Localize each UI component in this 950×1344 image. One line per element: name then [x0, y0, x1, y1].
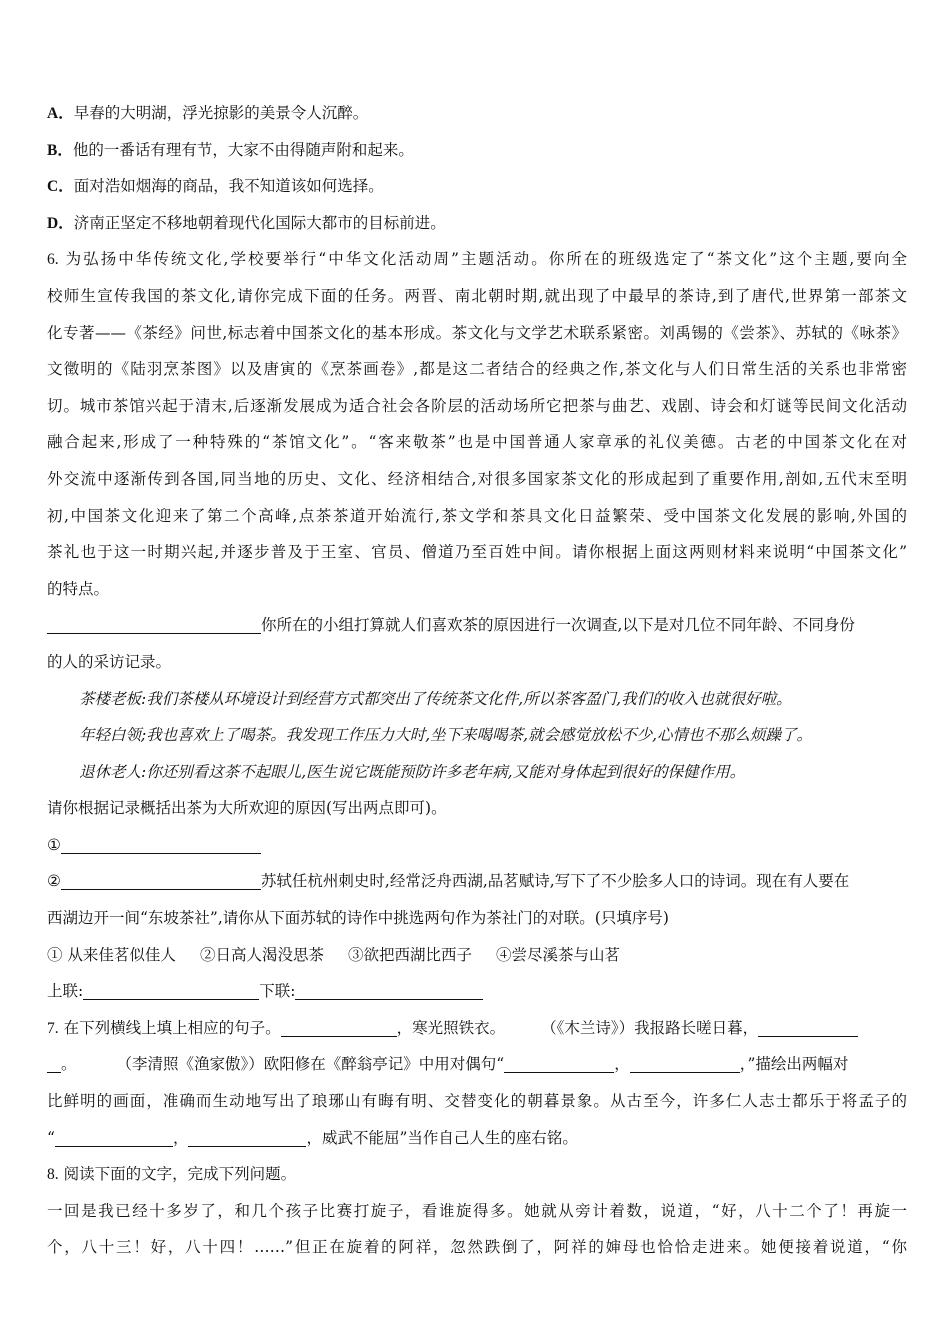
- answer-blank[interactable]: [47, 1054, 61, 1073]
- q6-number: 6.: [47, 251, 59, 269]
- q6-paragraph-line: 文徵明的《陆羽烹茶图》以及唐寅的《烹茶画卷》,都是这二者结合的经典之作,茶文化与人们日常生活的关系也非常密: [47, 360, 907, 379]
- answer-blank[interactable]: [281, 1018, 397, 1037]
- q7-line: 比鲜明的画面，准确而生动地写出了琅琊山有晦有明、交替变化的朝暮景象。从古至今，许多仁人志士都乐于将孟子的: [47, 1092, 907, 1111]
- answer-blank[interactable]: [188, 1128, 306, 1147]
- answer-line-1: ①: [47, 827, 907, 864]
- q6-paragraph-end: 的特点。: [47, 579, 110, 598]
- couplet-answer-line: 上联: 下联:: [47, 973, 907, 1010]
- exam-page: [47, 95, 907, 1266]
- poem-choices: ① 从来佳茗似佳人 ②日高人渴没思茶 ③欲把西湖比西子 ④尝尽溪茶与山茗: [47, 945, 620, 964]
- q7-line: 7. 在下列横线上填上相应的句子。 ，寒光照铁衣。 （《木兰诗》）我报路长嗟日暮，: [47, 1010, 907, 1047]
- answer-blank[interactable]: [47, 615, 261, 634]
- q6-paragraph-line: 茶礼也于这一时期兴起,并逐步普及于王室、官员、僧道乃至百姓中间。请你根据上面这两则材料来说明“中国茶文化”: [47, 543, 907, 562]
- q6-paragraph-line: 初,中国茶文化迎来了第二个高峰,点茶茶道开始流行,茶文学和茶具文化日益繁荣、受中国茶文化发展的影响,外国的: [47, 506, 907, 525]
- q6-survey-intro: 你所在的小组打算就人们喜欢茶的原因进行一次调查,以下是对几位不同年龄、不同身份: [47, 607, 907, 644]
- q6-prompt: 请你根据记录概括出茶为大所欢迎的原因(写出两点即可)。: [47, 799, 447, 818]
- q8-passage-line: 个，八十三！好，八十四！……”但正在旋着的阿祥，忽然跌倒了，阿祥的婶母也恰恰走进来。她便接着说道，“你: [47, 1238, 907, 1257]
- answer-line-2: ② 苏轼任杭州刺史时,经常泛舟西湖,品茗赋诗,写下了不少脍多人口的诗词。现在有人要在: [47, 872, 850, 891]
- answer-blank[interactable]: [61, 835, 261, 854]
- option-b: B．他的一番话有理有节，大家不由得随声附和起来。: [47, 140, 414, 159]
- interview-record: 茶楼老板:我们茶楼从环境设计到经营方式都突出了传统茶文化件,所以茶客盈门,我们的收入也就很好啦。: [79, 689, 792, 708]
- q6-paragraph-line: 化专著——《茶经》问世,标志着中国茶文化的基本形成。茶文化与文学艺术联系紧密。刘禹锡的《尝茶》、苏轼的《咏茶》: [47, 323, 907, 342]
- answer-blank[interactable]: [55, 1128, 173, 1147]
- q6-couplet-instruction: 西湖边开一间“东坡茶社”,请你从下面苏轼的诗作中挑选两句作为茶社门的对联。(只填序号): [47, 909, 669, 928]
- answer-blank[interactable]: [630, 1054, 740, 1073]
- answer-blank[interactable]: [758, 1018, 858, 1037]
- option-d: D．济南正坚定不移地朝着现代化国际大都市的目标前进。: [47, 213, 446, 232]
- q6-paragraph-line: 校师生宣传我国的茶文化,请你完成下面的任务。两晋、南北朝时期,就出现了中最早的茶诗,到了唐代,世界第一部茶文: [47, 286, 907, 305]
- q6-paragraph-line: 切。城市茶馆兴起于清末,后逐渐发展成为适合社会各阶层的活动场所它把茶与曲艺、戏剧、诗会和灯谜等民间文化活动: [47, 396, 907, 415]
- q7-line: “ ， ，威武不能屈”当作自己人生的座右铭。: [47, 1128, 578, 1147]
- upper-couplet-blank[interactable]: [83, 981, 259, 1000]
- q6-paragraph-line: 6. 为弘扬中华传统文化,学校要举行“中华文化活动周”主题活动。你所在的班级选定了“茶文化”这个主题,要向全: [47, 250, 907, 269]
- q7-line: 。 （李清照《渔家傲》）欧阳修在《醉翁亭记》中用对偶句“ ， ，”描绘出两幅对: [47, 1046, 907, 1083]
- interview-record: 退休老人:你还别看这茶不起眼儿,医生说它既能预防许多老年病,又能对身体起到很好的保健作用。: [79, 762, 746, 781]
- q8-passage-line: 一回是我已经十多岁了，和几个孩子比赛打旋子，看谁旋得多。她就从旁计着数，说道，“好，八十二个了！再旋一: [47, 1201, 907, 1220]
- q8-title: 8. 阅读下面的文字，完成下列问题。: [47, 1165, 297, 1184]
- q6-paragraph-line: 外交流中逐渐传到各国,同当地的历史、文化、经济相结合,对很多国家茶文化的形成起到了重要作用,剖如,五代末至明: [47, 469, 907, 488]
- lower-couplet-blank[interactable]: [295, 981, 483, 1000]
- q6-paragraph-line: 融合起来,形成了一种特殊的“茶馆文化”。“客来敬茶”也是中国普通人家章承的礼仪美德。古老的中国茶文化在对: [47, 433, 907, 452]
- option-a: A．早春的大明湖，浮光掠影的美景令人沉醉。: [47, 104, 369, 122]
- interview-record: 年轻白领;我也喜欢上了喝茶。我发现工作压力大时,坐下来喝喝茶,就会感觉放松不少,心情也不那么烦躁了。: [79, 726, 813, 745]
- option-c: C．面对浩如烟海的商品，我不知道该如何选择。: [47, 177, 384, 196]
- q6-survey-intro-end: 的人的采访记录。: [47, 652, 172, 671]
- answer-blank[interactable]: [504, 1054, 614, 1073]
- answer-blank[interactable]: [61, 871, 261, 890]
